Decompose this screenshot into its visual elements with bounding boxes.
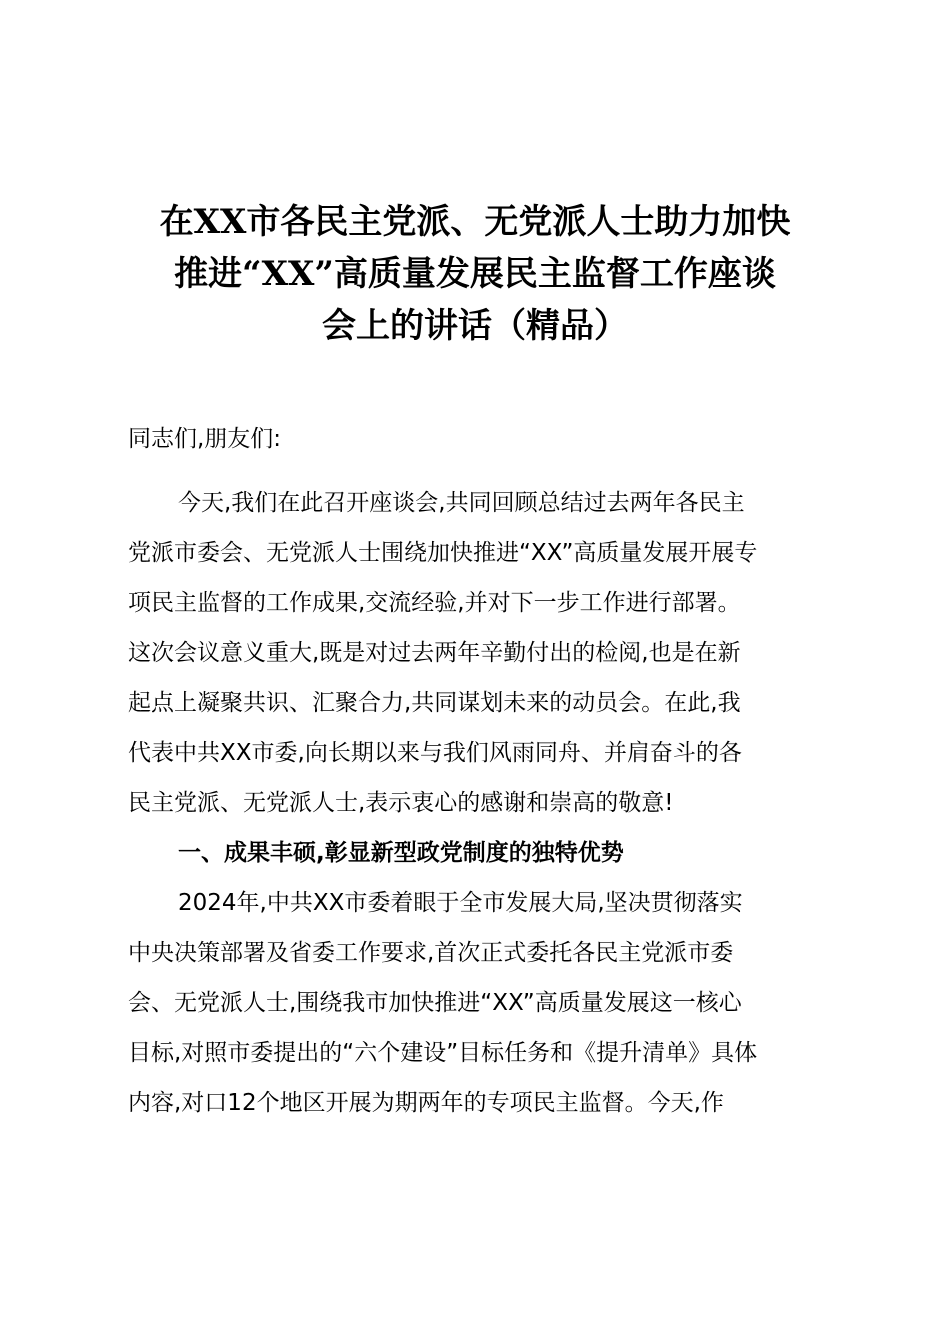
paragraph-line: 2024年,中共XX市委着眼于全市发展大局,坚决贯彻落实	[178, 890, 743, 916]
paragraph-line: 中央决策部署及省委工作要求,首次正式委托各民主党派市委	[128, 940, 734, 966]
salutation-text: 同志们,朋友们:	[128, 426, 282, 452]
paragraph-line: 党派市委会、无党派人士围绕加快推进“XX”高质量发展开展专	[128, 540, 758, 566]
paragraph-line: 代表中共XX市委,向长期以来与我们风雨同舟、并肩奋斗的各	[128, 740, 742, 766]
paragraph-line: 民主党派、无党派人士,表示衷心的感谢和崇高的敬意!	[128, 790, 674, 816]
section-heading	[128, 828, 828, 878]
document-title	[100, 196, 850, 352]
paragraph-line: 会、无党派人士,围绕我市加快推进“XX”高质量发展这一核心	[128, 990, 742, 1016]
paragraph-line: 目标,对照市委提出的“六个建设”目标任务和《提升清单》具体	[128, 1040, 758, 1066]
salutation	[128, 414, 828, 464]
paragraph-background	[128, 878, 828, 1128]
paragraph-line: 起点上凝聚共识、汇聚合力,共同谋划未来的动员会。在此,我	[128, 690, 741, 716]
title-line: 推进“XX”高质量发展民主监督工作座谈	[174, 254, 776, 294]
paragraph-opening	[128, 478, 828, 828]
title-line: 会上的讲话（精品）	[322, 306, 628, 346]
paragraph-line: 项民主监督的工作成果,交流经验,并对下一步工作进行部署。	[128, 590, 741, 616]
section-heading-text: 一、成果丰硕,彰显新型政党制度的独特优势	[178, 840, 624, 866]
paragraph-line: 这次会议意义重大,既是对过去两年辛勤付出的检阅,也是在新	[128, 640, 741, 666]
paragraph-line: 今天,我们在此召开座谈会,共同回顾总结过去两年各民主	[178, 490, 745, 516]
title-line: 在XX市各民主党派、无党派人士助力加快	[159, 202, 791, 242]
document-body	[128, 414, 828, 1128]
paragraph-line: 内容,对口12个地区开展为期两年的专项民主监督。今天,作	[128, 1090, 724, 1116]
